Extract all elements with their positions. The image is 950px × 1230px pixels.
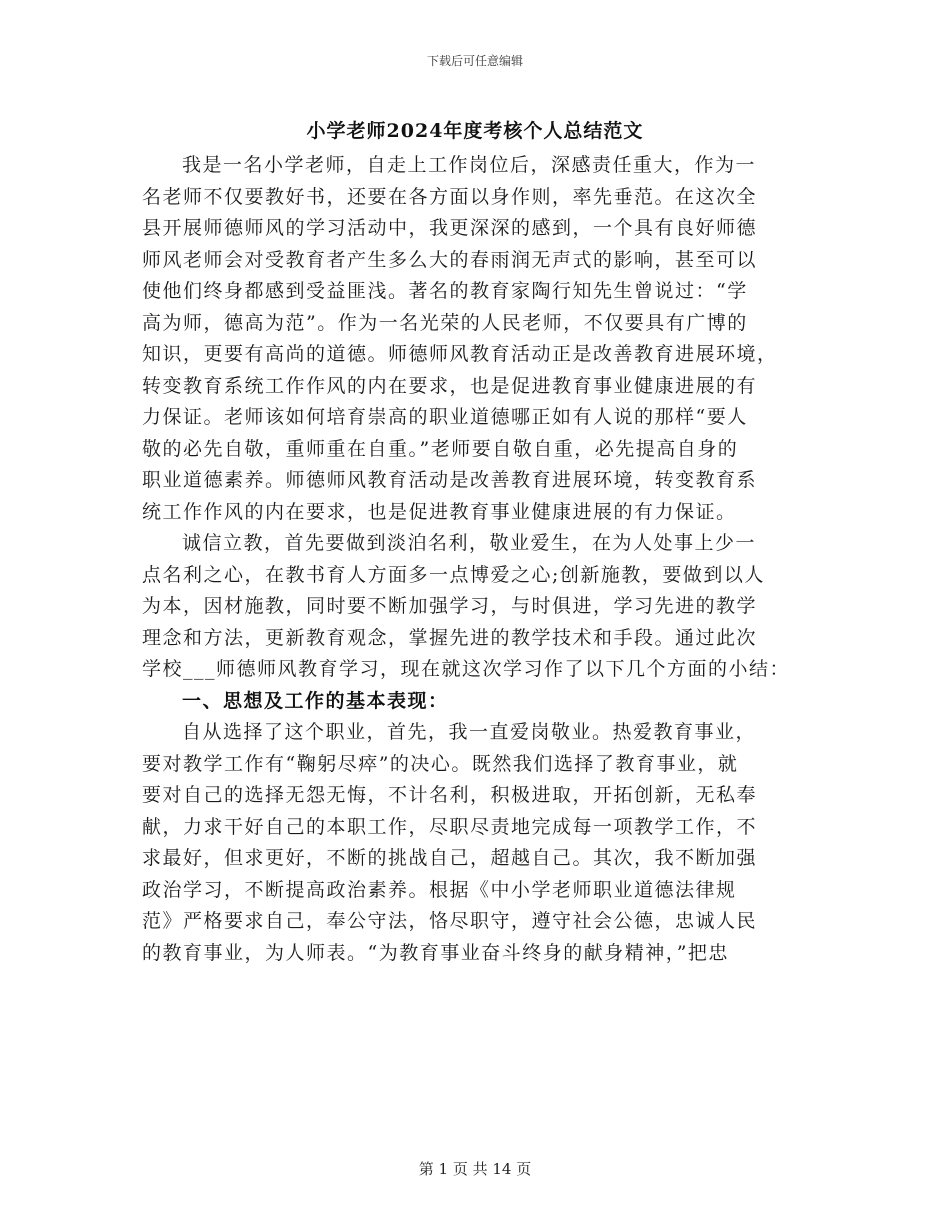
- paragraph-line: 职业道德素养。师德师风教育活动是改善教育进展环境，转变教育系: [142, 469, 758, 491]
- paragraph-line: 转变教育系统工作作风的内在要求，也是促进教育事业健康进展的有: [142, 374, 758, 397]
- paragraph-line: 县开展师德师风的学习活动中，我更深深的感到，一个具有良好师德: [142, 217, 758, 239]
- paragraph-line: 我是一名小学老师，自走上工作岗位后，深感责任重大，作为一: [182, 154, 757, 176]
- paragraph-line: 献，力求干好自己的本职工作，尽职尽责地完成每一项教学工作，不: [142, 815, 758, 838]
- paragraph-line: 学校___师德师风教育学习，现在就这次学习作了以下几个方面的小结：: [142, 658, 791, 680]
- paragraph-line: 的教育事业，为人师表。“为教育事业奋斗终身的献身精神，”把忠: [142, 941, 729, 964]
- paragraph-line: 点名利之心，在教书育人方面多一点博爱之心;创新施教，要做到以人: [142, 563, 765, 586]
- paragraph-line: 力保证。老师该如何培育崇高的职业道德哪正如有人说的那样“要人: [142, 406, 748, 428]
- paragraph-line: 使他们终身都感到受益匪浅。著名的教育家陶行知先生曾说过：“学: [142, 280, 748, 302]
- document-body: [142, 150, 802, 969]
- document-title: 小学老师2024年度考核个人总结范文: [306, 120, 644, 142]
- paragraph-line: 统工作作风的内在要求，也是促进教育事业健康进展的有力保证。: [142, 500, 737, 523]
- paragraph-line: 高为师，德高为范”。作为一名光荣的人民老师，不仅要具有广博的: [142, 311, 748, 334]
- paragraph-line: 敬的必先自敬，重师重在自重。”老师要自敬自重，必先提高自身的: [142, 437, 739, 460]
- paragraph-line: 要对自己的选择无怨无悔，不计名利，积极进取，开拓创新，无私奉: [142, 784, 758, 806]
- paragraph-line: 求最好，但求更好，不断的挑战自己，超越自己。其次，我不断加强: [142, 847, 758, 869]
- paragraph-line: 师风老师会对受教育者产生多么大的春雨润无声式的影响，甚至可以: [142, 248, 758, 271]
- paragraph-line: 自从选择了这个职业，首先，我一直爱岗敬业。热爱教育事业，: [182, 721, 757, 743]
- paragraph-line: 政治学习，不断提高政治素养。根据《中小学老师职业道德法律规: [142, 878, 737, 901]
- section-heading: 一、思想及工作的基本表现：: [182, 689, 449, 712]
- paragraph-line: 名老师不仅要教好书，还要在各方面以身作则，率先垂范。在这次全: [142, 185, 758, 208]
- paragraph-line: 知识，更要有高尚的道德。师德师风教育活动正是改善教育进展环境，: [142, 343, 778, 365]
- page-number-footer: 第 1 页 共 14 页: [418, 1160, 532, 1178]
- paragraph-line: 要对教学工作有“鞠躬尽瘁”的决心。既然我们选择了教育事业，就: [142, 752, 739, 775]
- paragraph-line: 理念和方法，更新教育观念，掌握先进的教学技术和手段。通过此次: [142, 626, 758, 649]
- paragraph-line: 范》严格要求自己，奉公守法，恪尽职守，遵守社会公德，忠诚人民: [142, 910, 758, 932]
- paragraph-line: 为本，因材施教，同时要不断加强学习，与时俱进，学习先进的教学: [142, 595, 758, 617]
- paragraph-line: 诚信立教，首先要做到淡泊名利，敬业爱生，在为人处事上少一: [182, 532, 757, 554]
- page-header-note: 下载后可任意编辑: [426, 54, 523, 68]
